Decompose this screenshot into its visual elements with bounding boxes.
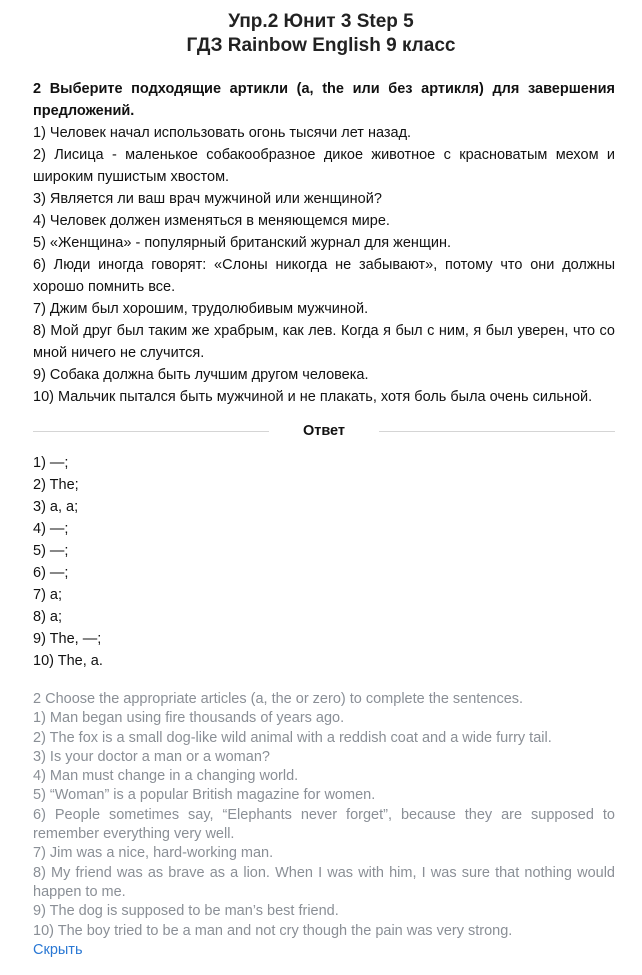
answer-item: 7) a;: [33, 587, 63, 603]
task-sentence: 9) Собака должна быть лучшим другом человека.: [33, 367, 369, 383]
answer-item: 5) —;: [33, 543, 69, 559]
english-sentence: 10) The boy tried to be a man and not cry though the pain was very strong.: [33, 922, 513, 939]
task-sentence: 7) Джим был хорошим, трудолюбивым мужчиной.: [33, 301, 369, 317]
divider-line-right: [379, 431, 615, 432]
page-title-line2: ГДЗ Rainbow English 9 класс: [186, 35, 456, 56]
answer-item: 10) The, a.: [33, 653, 103, 669]
english-sentence: 4) Man must change in a changing world.: [33, 768, 299, 785]
answer-item: 3) a, a;: [33, 499, 79, 515]
english-sentence: 2) The fox is a small dog-like wild animal with a reddish coat and a wide furry tail.: [33, 729, 552, 746]
task-block: [33, 78, 615, 408]
page-title: [0, 10, 642, 58]
answer-item: 4) —;: [33, 521, 69, 537]
task-sentence: 10) Мальчик пытался быть мужчиной и не плакать, хотя боль была очень сильной.: [33, 389, 593, 405]
english-sentence: 9) The dog is supposed to be man’s best friend.: [33, 903, 339, 920]
english-heading: 2 Choose the appropriate articles (a, the or zero) to complete the sentences.: [33, 691, 524, 707]
task-sentence: 4) Человек должен изменяться в меняющемся мире.: [33, 213, 390, 229]
english-sentence: 1) Man began using fire thousands of years ago.: [33, 710, 345, 727]
hide-translation-link[interactable]: Скрыть: [33, 941, 83, 958]
page-title-line1: Упр.2 Юнит 3 Step 5: [228, 11, 414, 32]
task-heading: 2 Выберите подходящие артикли (a, the или без артикля) для завершения предложений.: [33, 81, 615, 119]
answer-item: 8) a;: [33, 609, 63, 625]
task-sentence: 3) Является ли ваш врач мужчиной или женщиной?: [33, 191, 382, 207]
english-sentence: 5) “Woman” is a popular British magazine for women.: [33, 787, 376, 804]
task-sentence: 8) Мой друг был таким же храбрым, как лев. Когда я был с ним, я был уверен, что со мной ничего не случится.: [33, 323, 615, 361]
content: [33, 78, 615, 960]
task-sentence: 1) Человек начал использовать огонь тысячи лет назад.: [33, 125, 412, 141]
answer-item: 1) —;: [33, 455, 69, 471]
task-sentence: 6) Люди иногда говорят: «Слоны никогда не забывают», потому что они должны хорошо помнить все.: [33, 257, 615, 295]
english-sentence: 7) Jim was a nice, hard-working man.: [33, 845, 274, 862]
english-sentence: 3) Is your doctor a man or a woman?: [33, 748, 270, 765]
answer-item: 6) —;: [33, 565, 69, 581]
answer-label: Ответ: [302, 423, 346, 439]
answer-item: 2) The;: [33, 477, 79, 493]
english-sentence: 6) People sometimes say, “Elephants never forget”, because they are supposed to remember everything very well.: [33, 806, 615, 843]
answer-divider: [33, 420, 615, 442]
task-sentence: 5) «Женщина» - популярный британский журнал для женщин.: [33, 235, 452, 251]
english-sentence: 8) My friend was as brave as a lion. When I was with him, I was sure that nothing would happen to me.: [33, 864, 615, 900]
answer-item: 9) The, —;: [33, 631, 102, 647]
english-translation: [33, 690, 615, 960]
task-sentence: 2) Лисица - маленькое собакообразное дикое животное с красноватым мехом и широким пушистым хвостом.: [33, 147, 615, 185]
answer-list: [33, 452, 615, 672]
